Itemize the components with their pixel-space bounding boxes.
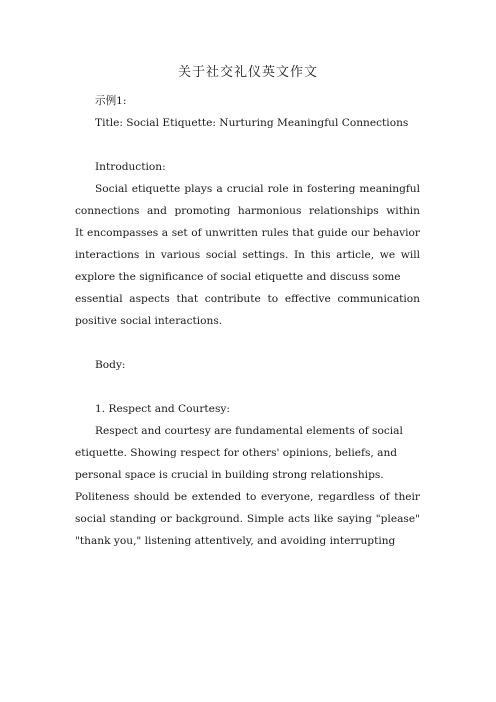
spacer	[75, 332, 420, 354]
section-1-line: etiquette. Showing respect for others' opinions, beliefs, and	[75, 447, 398, 459]
intro-line: It encompasses a set of unwritten rules that guide our behavior	[75, 227, 420, 239]
intro-line: explore the significance of social etiquette and discuss some	[75, 271, 401, 283]
spacer	[75, 376, 420, 398]
section-1-line: Politeness should be extended to everyone, regardless of their	[75, 491, 420, 503]
body-heading: Body:	[95, 359, 126, 371]
section-1-line: "thank you," listening attentively, and avoiding interrupting	[75, 535, 396, 547]
essay-title: Title: Social Etiquette: Nurturing Meaningful Connections	[95, 117, 409, 129]
document-body	[75, 90, 420, 552]
intro-line: connections and promoting harmonious relationships within	[75, 205, 420, 217]
intro-line: interactions in various social settings. In this article, we will	[75, 249, 420, 261]
section-1-line: personal space is crucial in building strong relationships.	[75, 469, 384, 481]
section-1-line: Respect and courtesy are fundamental elements of social	[95, 425, 403, 437]
example-label: 示例1:	[95, 95, 127, 107]
intro-line: positive social interactions.	[75, 315, 223, 327]
introduction-heading: Introduction:	[95, 161, 166, 173]
section-1-line: social standing or background. Simple acts like saying "please"	[75, 513, 420, 525]
section-1-heading: 1. Respect and Courtesy:	[95, 403, 230, 415]
intro-line: essential aspects that contribute to effective communication	[75, 293, 420, 305]
document-title: 关于社交礼仪英文作文	[177, 65, 318, 80]
spacer	[75, 134, 420, 156]
intro-line: Social etiquette plays a crucial role in fostering meaningful	[95, 183, 420, 195]
